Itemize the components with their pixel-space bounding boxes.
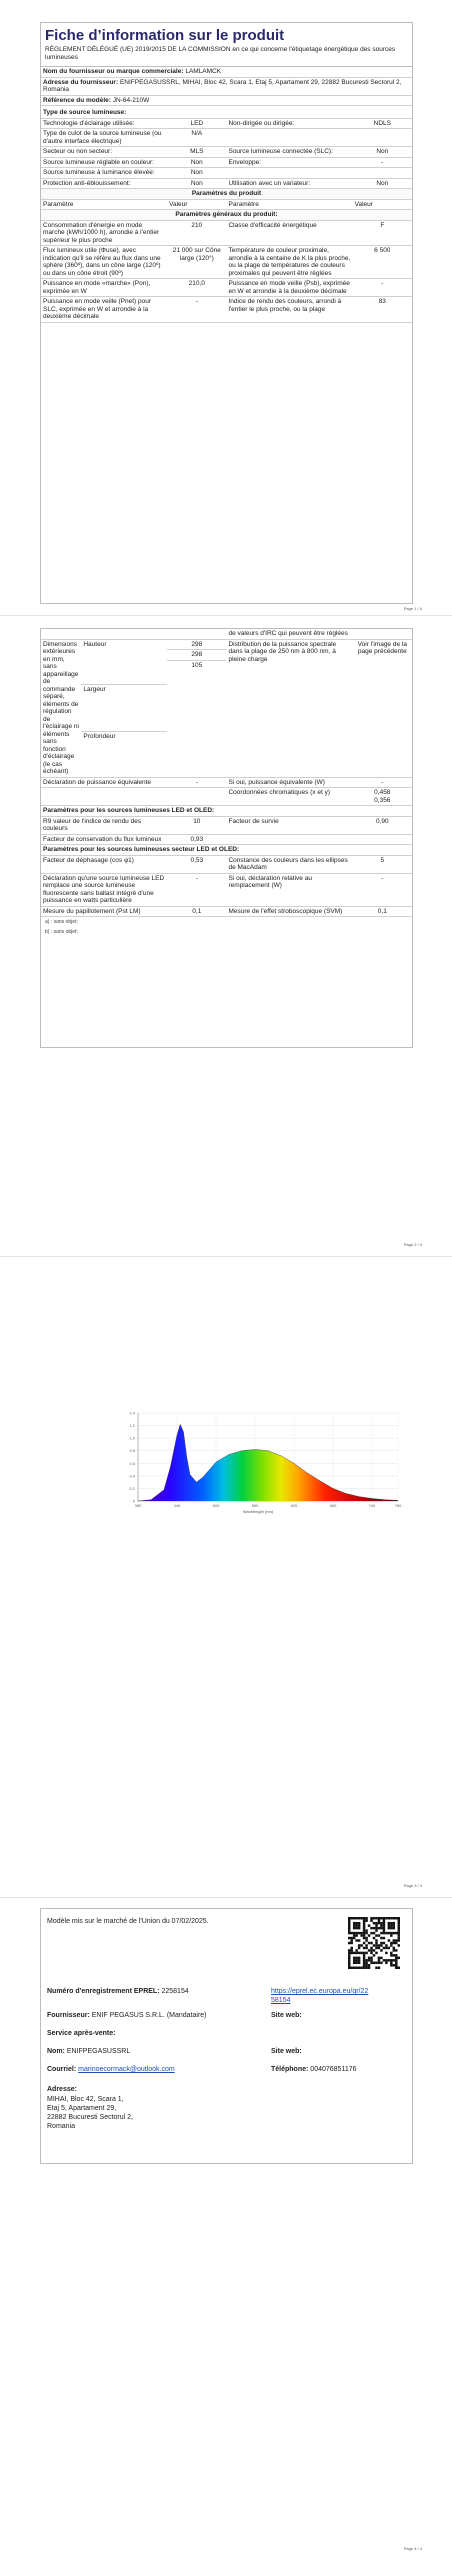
spectral-distribution-chart bbox=[108, 1405, 408, 1515]
param-name: Puissance en mode veille (Psb), exprimée en W et arrondie à la deuxième décimale bbox=[226, 279, 352, 297]
x-tick-label: 560 bbox=[251, 1503, 259, 1508]
param-value bbox=[353, 834, 412, 845]
y-tick-label: 0 bbox=[132, 1498, 135, 1504]
params-table bbox=[41, 189, 412, 323]
param-value: NDLS bbox=[353, 119, 412, 129]
table-row bbox=[41, 220, 412, 246]
address-label: Adresse du fournisseur: bbox=[43, 78, 119, 86]
param-name: Source lumineuse réglable en couleur: bbox=[41, 157, 167, 168]
source-type-table bbox=[41, 119, 412, 190]
spd-value: Voir l'image de la page précédente bbox=[353, 639, 412, 777]
regulation-text: RÈGLEMENT DÉLÉGUÉ (UE) 2019/2015 DE LA COMMISSION en ce qui concerne l'étiquetage énergétique des sources lumineuses bbox=[45, 46, 396, 61]
table-row bbox=[41, 906, 412, 917]
table-row bbox=[41, 816, 412, 834]
param-name: Technologie d'éclairage utilisée: bbox=[41, 119, 167, 129]
param-name: Facteur de survie bbox=[226, 816, 352, 834]
param-value: F bbox=[353, 220, 412, 246]
y-tick-label: 0.4 bbox=[129, 1473, 135, 1479]
chroma-x: 0,458 bbox=[374, 789, 391, 796]
info-sheet-p2 bbox=[40, 628, 413, 1048]
param-name: Source lumineuse à luminance élevée: bbox=[41, 168, 167, 179]
param-value: - bbox=[167, 873, 226, 906]
email-label: Courriel: bbox=[47, 2066, 77, 2073]
page-number: Page 4 / 4 bbox=[403, 2546, 422, 2551]
address-line: Romania bbox=[47, 2123, 76, 2130]
equiv-label: Déclaration de puissance équivalente bbox=[41, 777, 167, 788]
param-name: Classe d'efficacité énergétique bbox=[226, 220, 352, 246]
param-value: 0,93 bbox=[167, 834, 226, 845]
param-name: Secteur ou non secteur: bbox=[41, 147, 167, 158]
table-row bbox=[41, 873, 412, 906]
address-line: MIHAI, Bloc 42, Scara 1, bbox=[47, 2096, 124, 2103]
page-number: Page 1 / 4 bbox=[403, 606, 422, 611]
table-row bbox=[41, 246, 412, 279]
page-number: Page 2 / 4 bbox=[403, 1242, 422, 1247]
market-date: Modèle mis sur le marché de l'Union du 07/02/2025. bbox=[47, 1918, 209, 1925]
param-value: - bbox=[353, 873, 412, 906]
page-3 bbox=[0, 1257, 452, 1897]
page-number: Page 3 / 4 bbox=[403, 1883, 422, 1888]
info-sheet-p1 bbox=[40, 22, 413, 604]
param-value: 0,1 bbox=[353, 906, 412, 917]
name-value: ENIFPEGASUSSRL bbox=[66, 2048, 131, 2055]
chroma-y: 0,356 bbox=[374, 796, 391, 804]
col-header: Paramètre bbox=[226, 199, 352, 210]
param-value: 210 bbox=[167, 220, 226, 246]
table-row bbox=[41, 178, 412, 189]
param-value: 21 000 sur Cône large (120°) bbox=[167, 246, 226, 279]
dim-name: Hauteur bbox=[81, 640, 167, 685]
param-name: Mesure de l'effet stroboscopique (SVM) bbox=[226, 906, 352, 917]
x-tick-label: 620 bbox=[290, 1503, 298, 1508]
table-row bbox=[41, 297, 412, 323]
page-4 bbox=[0, 1898, 452, 2560]
x-tick-label: 740 bbox=[368, 1503, 376, 1508]
param-name bbox=[226, 129, 352, 147]
table-row bbox=[41, 834, 412, 845]
website2-label: Site web: bbox=[271, 2048, 302, 2055]
param-name: Non-dirigée ou dirigée: bbox=[226, 119, 352, 129]
chroma-label: Coordonnées chromatiques (x et y) bbox=[226, 788, 352, 806]
eprel-link-line[interactable]: https://eprel.ec.europa.eu/qr/22 bbox=[271, 1988, 369, 1995]
table-row bbox=[41, 279, 412, 297]
param-name: Enveloppe: bbox=[226, 157, 352, 168]
equiv-value: - bbox=[167, 777, 226, 788]
param-value: 83 bbox=[353, 297, 412, 323]
table-row bbox=[41, 168, 412, 179]
param-name: Facteur de déphasage (cos φ1) bbox=[41, 855, 167, 873]
chart-series bbox=[138, 1424, 398, 1501]
param-value: 10 bbox=[167, 816, 226, 834]
dim-value: 298 bbox=[167, 650, 226, 661]
phone-value: 004076851176 bbox=[310, 2066, 357, 2073]
param-value: Non bbox=[167, 157, 226, 168]
phone-label: Téléphone: bbox=[271, 2066, 309, 2073]
eprel-link-line[interactable]: 58154 bbox=[271, 1997, 291, 2004]
param-name: Utilisation avec un variateur: bbox=[226, 178, 352, 189]
supplier-value: ENIF PEGASUS S.R.L. (Mandataire) bbox=[91, 2012, 207, 2019]
param-value: 5 bbox=[353, 855, 412, 873]
supplier-table bbox=[41, 66, 412, 119]
table-row bbox=[41, 119, 412, 129]
param-name: Puissance en mode «marche» (Pon), exprimée en W bbox=[41, 279, 167, 297]
chart-y-ticks bbox=[129, 1411, 135, 1504]
param-name: Indice de rendu des couleurs, arrondi à l'entier le plus proche, ou la plage bbox=[226, 297, 352, 323]
dim-value: 105 bbox=[191, 661, 203, 669]
param-name: Si oui, déclaration relative au remplacement (W) bbox=[226, 873, 352, 906]
page-2 bbox=[0, 616, 452, 1256]
address-block bbox=[47, 2095, 133, 2131]
page-title: Fiche d’information sur le produit bbox=[45, 27, 285, 44]
param-value: - bbox=[353, 157, 412, 168]
eprel-value: 2258154 bbox=[161, 1988, 189, 1995]
param-name: Mesure du papillotement (Pst LM) bbox=[41, 906, 167, 917]
param-value: LED bbox=[167, 119, 226, 129]
x-tick-label: 500 bbox=[212, 1503, 220, 1508]
chart-x-ticks bbox=[135, 1503, 402, 1508]
page-1 bbox=[0, 0, 452, 615]
x-tick-label: 680 bbox=[329, 1503, 337, 1508]
dimensions-table bbox=[41, 640, 167, 777]
y-tick-label: 0.6 bbox=[129, 1460, 135, 1466]
cri-continuation: de valeurs d'IRC qui peuvent être réglées bbox=[226, 629, 352, 639]
x-tick-label: 440 bbox=[173, 1503, 181, 1508]
qr-code-icon bbox=[348, 1917, 400, 1969]
dim-name: Largeur bbox=[81, 684, 167, 731]
table-row bbox=[41, 157, 412, 168]
supplier-value: LAMLAMCK bbox=[185, 68, 222, 75]
param-value: Non bbox=[167, 178, 226, 189]
param-name: Type de culot de la source lumineuse (ou d'autre interface électrique) bbox=[41, 129, 167, 147]
param-value: MLS bbox=[167, 147, 226, 158]
model-label: Référence du modèle: bbox=[43, 96, 111, 104]
model-value: JN-64-210W bbox=[112, 96, 150, 104]
mains-params-title: Paramètres pour les sources lumineuses secteur LED et OLED: bbox=[41, 845, 412, 856]
table-row bbox=[41, 147, 412, 158]
param-name: Consommation d'énergie en mode marche (kWh/1000 h), arrondie à l'entier supérieur le plus proche bbox=[41, 220, 167, 246]
continuation-table bbox=[41, 629, 412, 917]
param-name: R9 valeur de l'indice de rendu des couleurs bbox=[41, 816, 167, 834]
table-row bbox=[41, 129, 412, 147]
x-axis-label: Wavelength (nm) bbox=[242, 1509, 274, 1514]
param-name: Flux lumineux utile (Φuse), avec indication qu'il se réfère au flux dans une sphère (360º), dans un cône large (120º) ou dans un cône étroit (90º) bbox=[41, 246, 167, 279]
website-label: Site web: bbox=[271, 2012, 302, 2019]
param-name: Température de couleur proximale, arrondie à la centaine de K la plus proche, ou la plage de températures de couleurs proximales qui peuvent être réglées bbox=[226, 246, 352, 279]
y-tick-label: 0.8 bbox=[129, 1448, 135, 1454]
dim-value: 298 bbox=[167, 640, 226, 650]
dimensions-label: Dimensions extérieures en mm, sans appareillage de commande séparé, éléments de régulation de l'éclairage ni éléments sans fonction d'éclairage (le cas échéant) bbox=[43, 640, 79, 775]
param-name: Facteur de conservation du flux lumineux bbox=[41, 834, 167, 845]
param-value: N/A bbox=[167, 129, 226, 147]
param-name bbox=[226, 168, 352, 179]
param-name: Source lumineuse connectée (SLC): bbox=[226, 147, 352, 158]
name-label: Nom: bbox=[47, 2048, 65, 2055]
y-tick-label: 0.2 bbox=[129, 1485, 135, 1491]
dimensions-values bbox=[167, 640, 226, 671]
table-row bbox=[41, 855, 412, 873]
spd-label: Distribution de la puissance spectrale dans la plage de 250 nm à 800 nm, à pleine charge bbox=[226, 639, 352, 777]
param-name: Déclaration qu'une source lumineuse LED remplace une source lumineuse fluorescente sans ballast intégré d'une puissance en watts particulière bbox=[41, 873, 167, 906]
footnote-b: b) : sans objet; bbox=[45, 929, 78, 935]
param-value: Non bbox=[167, 168, 226, 179]
address-label: Adresse: bbox=[47, 2086, 77, 2093]
param-name: Constance des couleurs dans les ellipses de MacAdam bbox=[226, 855, 352, 873]
y-tick-label: 1.4 bbox=[129, 1410, 135, 1416]
param-value: 210,0 bbox=[167, 279, 226, 297]
col-header: Valeur bbox=[167, 199, 226, 210]
param-name: Protection anti-éblouissement: bbox=[41, 178, 167, 189]
param-name bbox=[226, 834, 352, 845]
info-sheet-p4 bbox=[40, 1908, 413, 2164]
param-value: 0,53 bbox=[167, 855, 226, 873]
param-value: - bbox=[167, 297, 226, 323]
address-line: 22882 Bucuresti Sectorul 2, bbox=[47, 2114, 133, 2121]
param-value: 0,90 bbox=[353, 816, 412, 834]
x-tick-label: 780 bbox=[394, 1503, 402, 1508]
email-link[interactable]: marinoecormack@outlook.com bbox=[78, 2066, 175, 2073]
y-tick-label: 1.2 bbox=[129, 1423, 135, 1429]
param-value: - bbox=[353, 279, 412, 297]
source-type-label: Type de source lumineuse: bbox=[43, 109, 127, 116]
param-value: Non bbox=[353, 147, 412, 158]
param-value bbox=[353, 129, 412, 147]
param-value: 6 500 bbox=[353, 246, 412, 279]
param-value: Non bbox=[353, 178, 412, 189]
led-params-title: Paramètres pour les sources lumineuses LED et OLED: bbox=[41, 806, 412, 817]
y-tick-label: 1.0 bbox=[129, 1435, 135, 1441]
address-line: Etaj 5, Apartament 29, bbox=[47, 2105, 117, 2112]
footnote-a: a) : sans objet; bbox=[45, 919, 78, 925]
dim-name: Profondeur bbox=[83, 733, 116, 741]
supplier-label: Nom du fournisseur ou marque commerciale: bbox=[43, 68, 184, 75]
general-params-title: Paramètres généraux du produit: bbox=[41, 210, 412, 221]
service-label: Service après-vente: bbox=[47, 2030, 116, 2037]
param-value: 0,1 bbox=[167, 906, 226, 917]
x-tick-label: 380 bbox=[134, 1503, 142, 1508]
col-header: Paramètre bbox=[41, 199, 167, 210]
equiv-yes-label: Si oui, puissance équivalente (W) bbox=[226, 777, 352, 788]
supplier-label: Fournisseur: bbox=[47, 2012, 90, 2019]
eprel-label: Numéro d'enregistrement EPREL: bbox=[47, 1988, 160, 1995]
params-title: Paramètres du produit bbox=[41, 189, 412, 199]
param-value bbox=[353, 168, 412, 179]
col-header: Valeur bbox=[353, 199, 412, 210]
address-value: ENIFPEGASUSSRL, MIHAI, Bloc 42, Scara 1, Etaj 5, Apartament 29, 22882 Bucuresti Sectorul 2, Romania bbox=[43, 78, 402, 93]
eprel-link[interactable] bbox=[271, 1987, 401, 2005]
param-name: Puissance en mode veille (Pnet) pour SLC, exprimée en W et arrondie à la deuxième décimale bbox=[41, 297, 167, 323]
equiv-yes-value: - bbox=[353, 777, 412, 788]
